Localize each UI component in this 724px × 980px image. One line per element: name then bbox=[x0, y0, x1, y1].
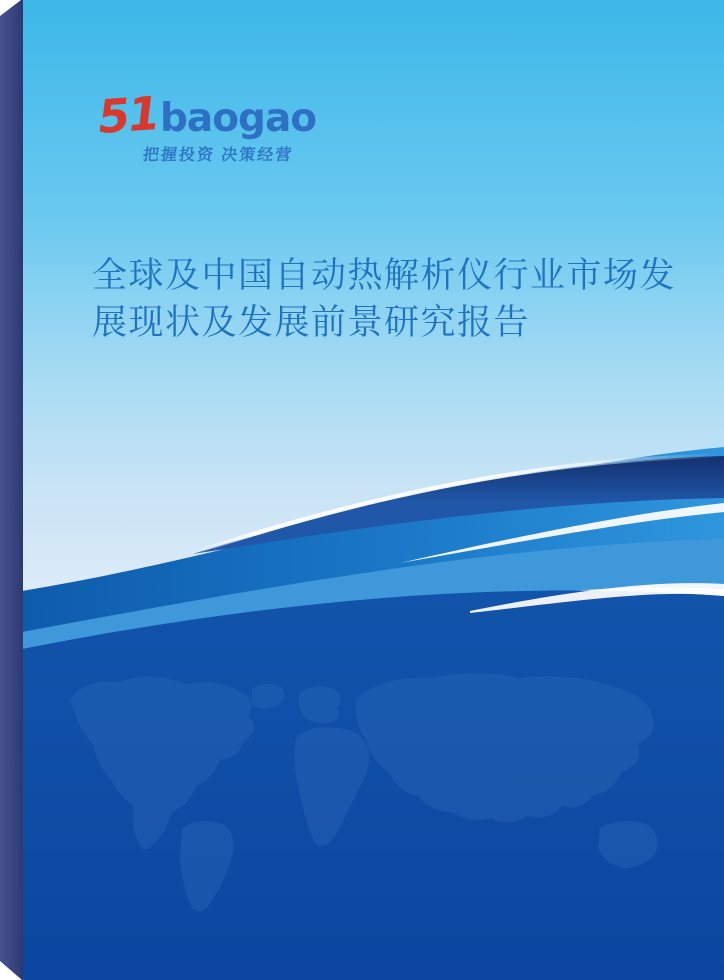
spine-top-corner-cut bbox=[0, 0, 21, 16]
report-title bbox=[92, 252, 677, 346]
logo-tagline: 把握投资 决策经营 bbox=[141, 147, 295, 164]
logo-51-mark: 51 bbox=[96, 85, 160, 145]
book-spine bbox=[0, 0, 23, 980]
report-title-line-1: 全球及中国自动热解析仪行业市场发 bbox=[92, 256, 677, 295]
report-title-line-2: 展现状及发展前景研究报告 bbox=[92, 303, 531, 342]
spine-bottom-corner-cut bbox=[0, 961, 22, 980]
logo-row bbox=[96, 85, 317, 145]
logo-wordmark: baogao bbox=[160, 96, 317, 141]
logo bbox=[96, 85, 317, 165]
